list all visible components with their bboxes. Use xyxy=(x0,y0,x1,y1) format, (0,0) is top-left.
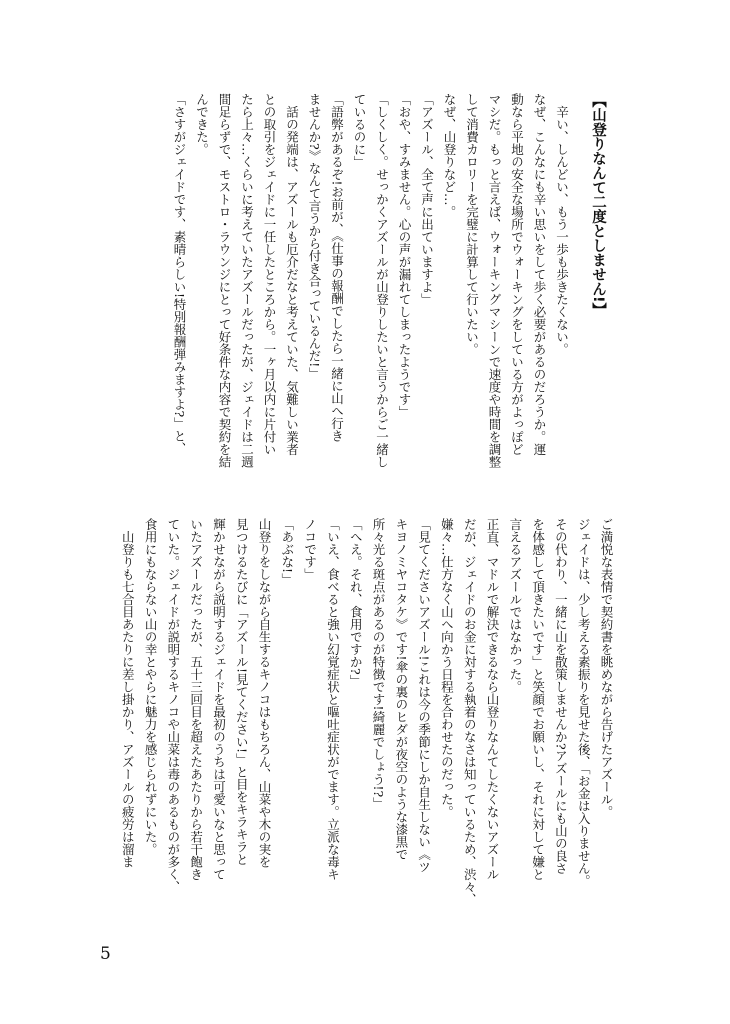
text-line: キヨノミヤコタケ》です!傘の裏のヒダが夜空のような漆黒で xyxy=(393,518,409,861)
text-line: 間足らずで、モストロ・ラウンジにとって好条件な内容で契約を結 xyxy=(217,93,232,468)
text-line: 話の発端は、アズールも厄介だなと考えていた、気難しい業者 xyxy=(284,93,300,456)
text-line: その代わり、一緒に山を散策しませんか?アズールにも山の良さ xyxy=(553,518,569,875)
text-line: 嫌々…仕方なく山へ向かう日程を合わせたのだった。 xyxy=(439,518,455,818)
section-title: 【山登りなんて二度としません!】 xyxy=(590,93,606,318)
text-line: 「おや、すみません。心の声が漏れてしまったようです」 xyxy=(397,93,412,418)
text-line: 山登りをしながら自生するキノコはもちろん、山菜や木の実を xyxy=(257,518,273,868)
text-line: 「あぶな!」 xyxy=(279,518,295,586)
text-line: ジェイドは、少し考える素振りを見せた後、「お金は入りません。 xyxy=(576,518,592,887)
page-number: 5 xyxy=(100,944,111,964)
text-line: だが、ジェイドのお金に対する執着のなさは知っているため、渋々、 xyxy=(462,518,478,906)
text-line: 言えるアズールではなかった。 xyxy=(507,518,523,693)
text-line: マシだ。もっと言えば、ウォーキングマシーンで速度や時間を調整 xyxy=(487,93,502,468)
text-line: 山登りも七合目あたりに差し掛かり、アズールの疲労は溜ま xyxy=(120,518,136,868)
text-line: ノコです」 xyxy=(302,518,318,581)
text-line: ているのに」 xyxy=(352,93,367,168)
text-line: 「語弊があるぞ!お前が、《仕事の報酬でしたら一緒に山へ行き xyxy=(329,93,345,442)
text-line: との取引をジェイドに一任したところから。一ヶ月以内に片付い xyxy=(262,93,277,456)
text-line: 食用にもならない山の幸とやらに魅力を感じられずにいた。 xyxy=(143,518,159,856)
text-line: 所々光る斑点があるのが特徴です!綺麗でしょう!?」 xyxy=(371,518,387,810)
text-line: ご満悦な表情で契約書を眺めながら告げたアズール。 xyxy=(599,518,614,818)
text-line: なぜ、山登りなど…。 xyxy=(442,93,457,218)
text-line: を体感して頂きたいです」と笑顔でお願いし、それに対して嫌と xyxy=(530,518,546,881)
text-line: 「へえ。それ、食用ですか?」 xyxy=(348,518,364,688)
text-line: 「いえ、食べると強い幻覚症状と嘔吐症状がでます。立派な毒キ xyxy=(325,518,341,881)
text-line: 「アズール、全て声に出ていますよ」 xyxy=(419,93,435,306)
text-line: 辛い、しんどい、もう一歩も歩きたくない。 xyxy=(554,93,570,356)
text-line: 動なら平地の安全な場所でウォーキングをしている方がよっぽど xyxy=(509,93,525,456)
text-line: 正直、マドルで解決できるなら山登りなんてしたくないアズール xyxy=(485,518,501,881)
text-line: 「見てくださいアズール!これは今の季節にしか自生しない《ツ xyxy=(416,518,432,874)
text-line: たら上々…くらいに考えていたアズールだったが、ジェイドは二週 xyxy=(239,93,255,468)
text-line: 「しくしく。せっかくアズールが山登りしたいと言うからご一緒し xyxy=(374,93,390,468)
text-line: なぜ、こんなにも辛い思いをして歩く必要があるのだろうか。運 xyxy=(532,93,547,456)
top-text-block xyxy=(168,93,610,485)
text-line: んできた。 xyxy=(194,93,210,156)
text-line: ていた。ジェイドが説明するキノコや山菜は毒のあるものが多く、 xyxy=(165,518,181,893)
text-line: 見つけるたびに「アズール!見てください!」と目をキラキラと xyxy=(234,518,250,866)
text-line: して消費カロリーを完璧に計算して行いたい。 xyxy=(464,93,480,356)
bottom-text-block xyxy=(115,518,617,910)
text-line: いたアズールだったが、五十三回目を超えたあたりから若干飽き xyxy=(188,518,204,881)
text-line: 輝かせながら説明するジェイドを最初のうちは可愛いなと思って xyxy=(211,518,227,881)
text-line: ませんか?》なんて言うから付き合っているんだ!」 xyxy=(307,93,322,380)
text-line: 「さすがジェイドです、素晴らしい!特別報酬弾みますよ?」と、 xyxy=(172,93,187,455)
